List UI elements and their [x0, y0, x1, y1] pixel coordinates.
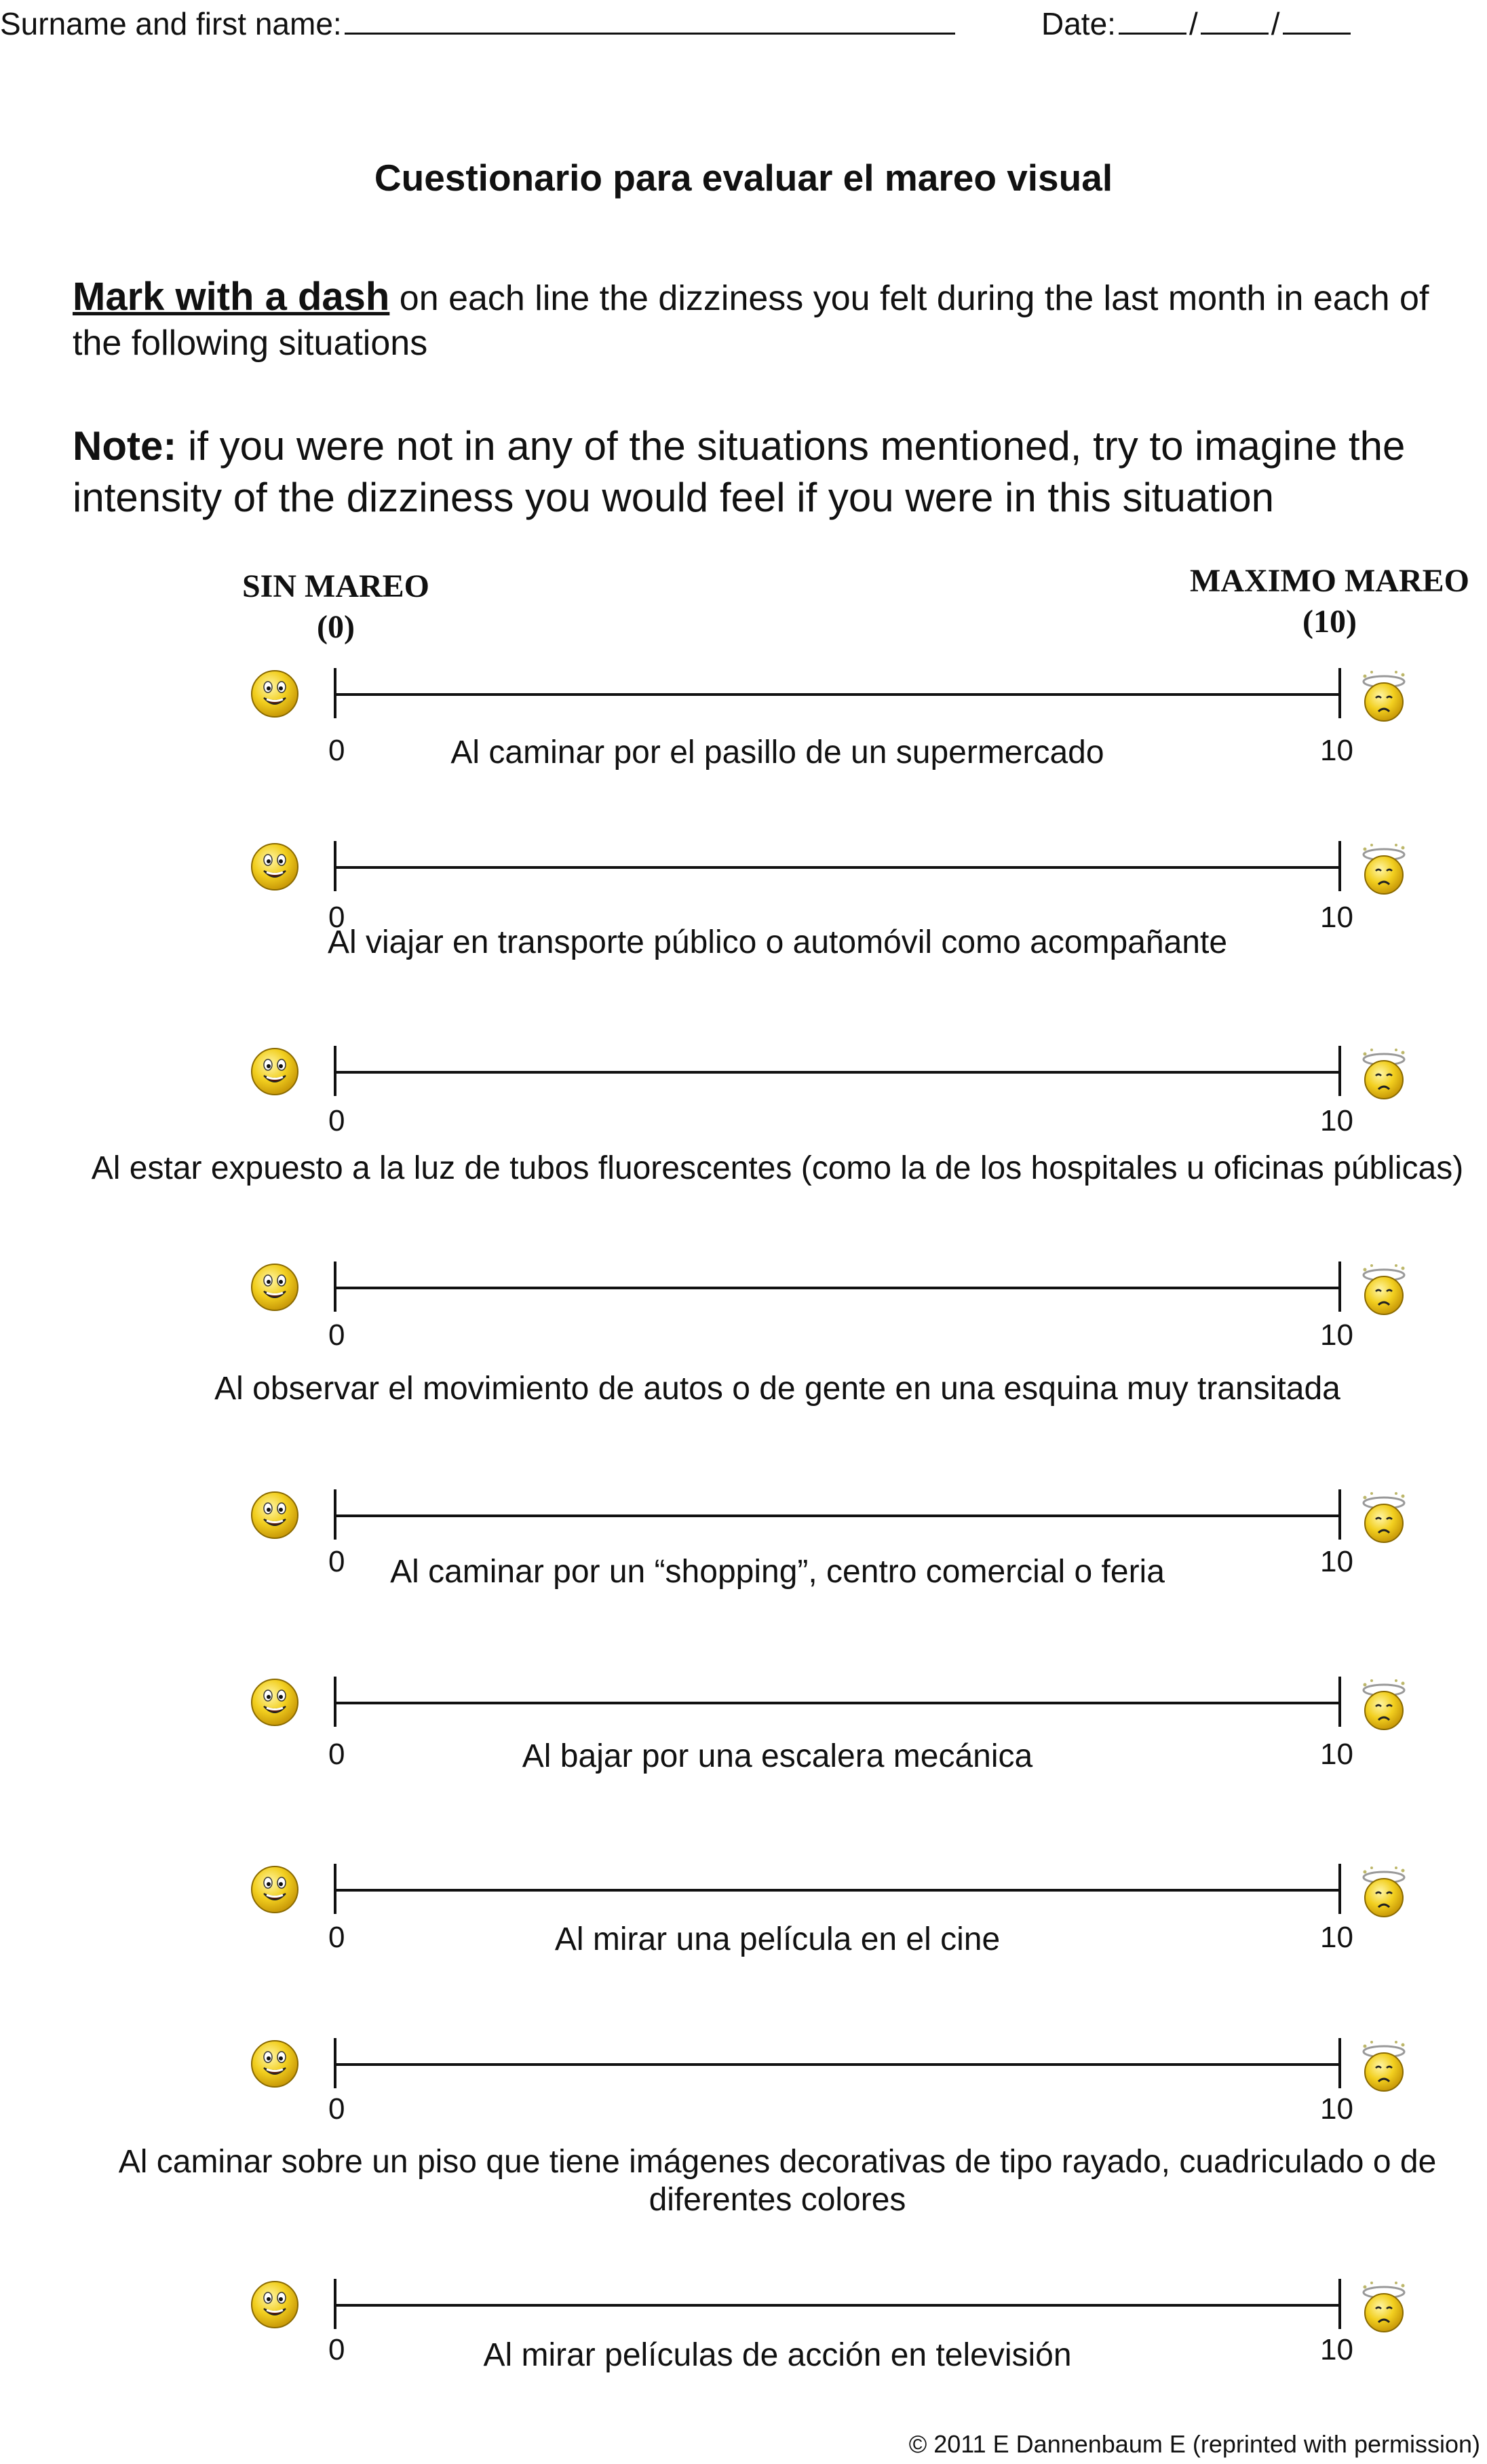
rating-line[interactable] [334, 1677, 1341, 1727]
name-input-line[interactable] [345, 11, 955, 35]
scale-max-label: 10 [1320, 1545, 1353, 1578]
rating-line-start-tick [334, 1262, 336, 1312]
name-field[interactable] [0, 5, 955, 42]
anchor-right-label: MAXIMO MAREO [1190, 563, 1469, 599]
rating-line[interactable] [334, 668, 1341, 718]
rating-line-bar[interactable] [334, 1702, 1341, 1704]
rating-line[interactable] [334, 2038, 1341, 2088]
dizzy-face-icon [1357, 1865, 1411, 1919]
happy-face-icon [248, 1259, 302, 1313]
instruction-lead: Mark with a dash [73, 275, 390, 319]
anchor-no-dizziness [227, 566, 444, 648]
date-label: Date: [1041, 6, 1116, 41]
scale-min-label: 0 [328, 2333, 345, 2366]
anchor-max-dizziness [1174, 561, 1486, 642]
date-year-line[interactable] [1283, 11, 1351, 35]
copyright-footer: © 2011 E Dannenbaum E (reprinted with permission) [908, 2430, 1480, 2458]
situation-label: Al mirar películas de acción en televisión [483, 2337, 1072, 2373]
anchor-right-value: (10) [1302, 604, 1357, 640]
instruction-rest: on each line the dizziness you felt during the last month in each of the following situations [73, 279, 1429, 363]
rating-line-bar[interactable] [334, 1071, 1341, 1074]
rating-line-bar[interactable] [334, 693, 1341, 696]
scale-min-label: 0 [328, 1545, 345, 1578]
rating-line-start-tick [334, 1046, 336, 1096]
rating-line[interactable] [334, 1864, 1341, 1914]
rating-line-bar[interactable] [334, 1889, 1341, 1892]
situation-label: Al estar expuesto a la luz de tubos fluorescentes (como la de los hospitales u oficinas públicas) [91, 1150, 1464, 1186]
rating-line-end-tick [1338, 2279, 1341, 2329]
happy-face-icon [248, 2276, 302, 2330]
happy-face-icon [248, 838, 302, 893]
rating-line-start-tick [334, 1864, 336, 1914]
rating-line[interactable] [334, 2279, 1341, 2329]
happy-face-icon [248, 1861, 302, 1915]
scale-min-label: 0 [328, 1318, 345, 1352]
name-label: Surname and first name: [0, 6, 342, 41]
rating-line[interactable] [334, 1046, 1341, 1096]
scale-max-label: 10 [1320, 1104, 1353, 1137]
rating-line-end-tick [1338, 1046, 1341, 1096]
situation-label: Al caminar sobre un piso que tiene imágenes decorativas de tipo rayado, cuadriculado o de diferentes colores [118, 2144, 1437, 2218]
scale-min-label: 0 [328, 734, 345, 767]
situation-label: Al observar el movimiento de autos o de gente en una esquina muy transitada [214, 1371, 1340, 1407]
rating-line-end-tick [1338, 1489, 1341, 1540]
dizzy-face-icon [1357, 2280, 1411, 2334]
scale-max-label: 10 [1320, 901, 1353, 934]
rating-line-end-tick [1338, 1864, 1341, 1914]
rating-line-end-tick [1338, 668, 1341, 718]
happy-face-icon [248, 2035, 302, 2090]
scale-min-label: 0 [328, 1104, 345, 1137]
situation-label: Al caminar por el pasillo de un supermercado [450, 735, 1104, 770]
rating-line-bar[interactable] [334, 2304, 1341, 2307]
anchor-left-value: (0) [317, 609, 355, 645]
rating-line-bar[interactable] [334, 1287, 1341, 1289]
dizzy-face-icon [1357, 1263, 1411, 1317]
instruction-text [73, 275, 1429, 366]
note-text [73, 421, 1470, 524]
rating-line-end-tick [1338, 2038, 1341, 2088]
page-title: Cuestionario para evaluar el mareo visual [374, 157, 1113, 199]
happy-face-icon [248, 1043, 302, 1097]
rating-line-start-tick [334, 1489, 336, 1540]
anchor-left-label: SIN MAREO [242, 568, 430, 604]
rating-line-start-tick [334, 841, 336, 891]
dizzy-face-icon [1357, 2039, 1411, 2094]
rating-line-end-tick [1338, 1262, 1341, 1312]
situation-label: Al viajar en transporte público o automóvil como acompañante [327, 924, 1228, 960]
rating-line-start-tick [334, 2038, 336, 2088]
date-separator: / [1189, 6, 1198, 41]
scale-min-label: 0 [328, 2092, 345, 2126]
date-day-line[interactable] [1119, 11, 1186, 35]
scale-min-label: 0 [328, 901, 345, 934]
scale-max-label: 10 [1320, 1921, 1353, 1954]
rating-line-start-tick [334, 1677, 336, 1727]
scale-max-label: 10 [1320, 2333, 1353, 2366]
rating-line[interactable] [334, 1489, 1341, 1540]
situation-label: Al mirar una película en el cine [554, 1921, 1001, 1957]
date-month-line[interactable] [1201, 11, 1269, 35]
scale-max-label: 10 [1320, 734, 1353, 767]
scale-min-label: 0 [328, 1738, 345, 1771]
dizzy-face-icon [1357, 1047, 1411, 1101]
situation-label: Al caminar por un “shopping”, centro comercial o feria [390, 1554, 1165, 1590]
rating-line-bar[interactable] [334, 866, 1341, 869]
happy-face-icon [248, 1674, 302, 1728]
rating-line-end-tick [1338, 1677, 1341, 1727]
happy-face-icon [248, 665, 302, 720]
scale-max-label: 10 [1320, 2092, 1353, 2126]
scale-max-label: 10 [1320, 1738, 1353, 1771]
date-separator: / [1271, 6, 1280, 41]
note-rest: if you were not in any of the situations mentioned, try to imagine the intensity of the dizziness you would feel if you were in this situation [73, 423, 1406, 520]
rating-line-bar[interactable] [334, 1514, 1341, 1517]
rating-line[interactable] [334, 841, 1341, 891]
note-lead: Note: [73, 423, 177, 469]
rating-line-start-tick [334, 2279, 336, 2329]
dizzy-face-icon [1357, 669, 1411, 724]
rating-line-end-tick [1338, 841, 1341, 891]
scale-max-label: 10 [1320, 1318, 1353, 1352]
dizzy-face-icon [1357, 842, 1411, 897]
rating-line-start-tick [334, 668, 336, 718]
rating-line-bar[interactable] [334, 2063, 1341, 2066]
rating-line[interactable] [334, 1262, 1341, 1312]
date-field[interactable] [1041, 5, 1351, 42]
scale-min-label: 0 [328, 1921, 345, 1954]
dizzy-face-icon [1357, 1678, 1411, 1732]
dizzy-face-icon [1357, 1491, 1411, 1545]
happy-face-icon [248, 1487, 302, 1541]
situation-label: Al bajar por una escalera mecánica [522, 1738, 1033, 1774]
